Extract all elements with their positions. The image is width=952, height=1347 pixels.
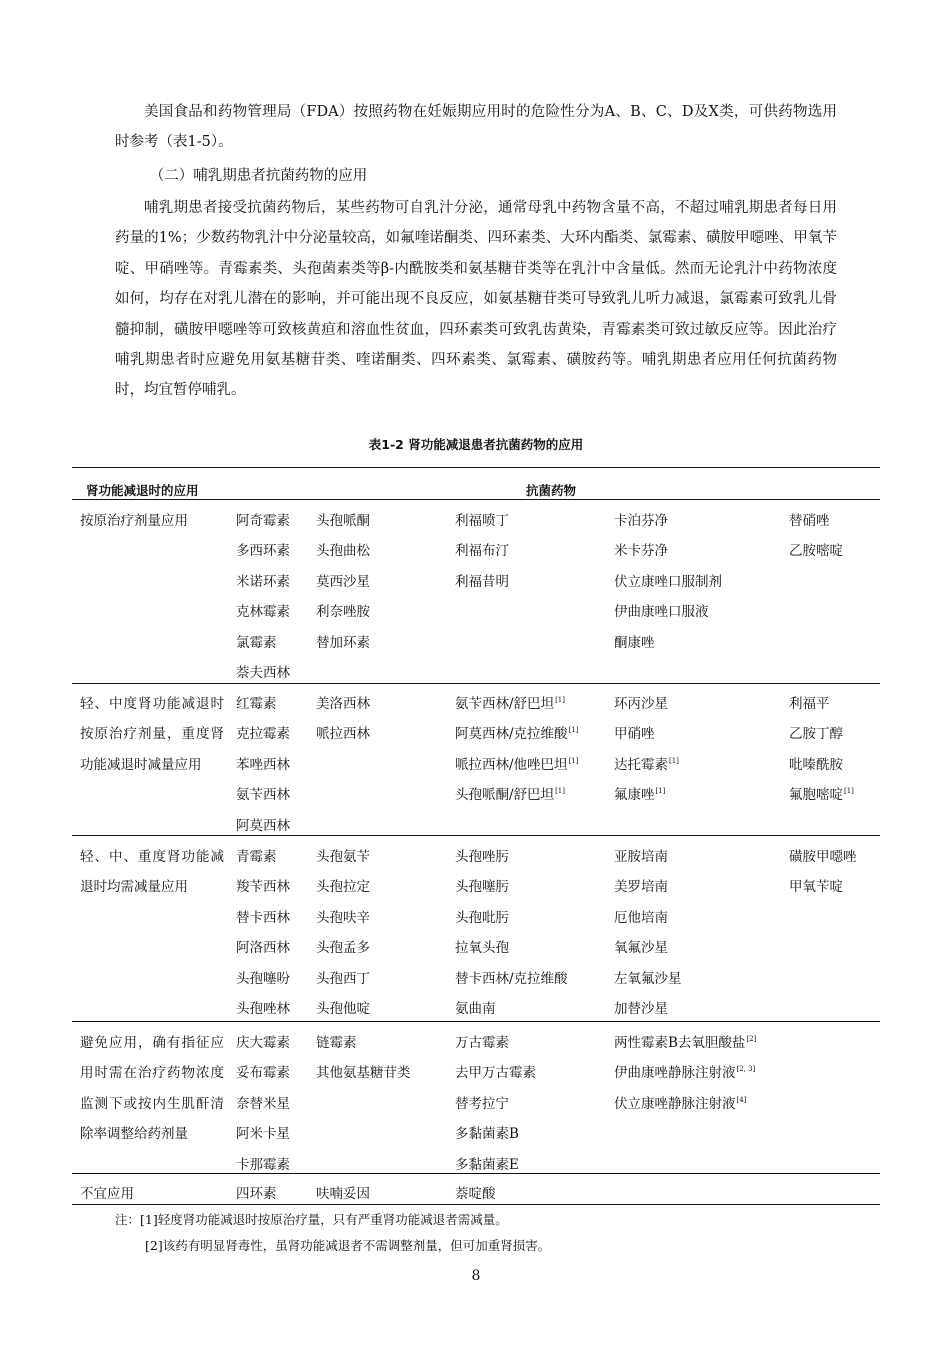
drug-name: 米卡芬净: [614, 543, 668, 560]
drug-name: 克林霉素: [236, 604, 290, 621]
drug-column: [614, 689, 679, 811]
drug-name: 万古霉素: [455, 1035, 509, 1051]
footnote-marker: [2]: [746, 1035, 757, 1043]
drug-name: 呋喃妥因: [316, 1186, 370, 1202]
footnote-marker: [1]: [568, 726, 579, 735]
drug-column: [236, 1028, 290, 1180]
drug-name: 庆大霉素: [236, 1035, 290, 1051]
table-note-1: 注：[1]轻度肾功能减退时按原治疗量，只有严重肾功能减退者需减量。: [115, 1212, 508, 1227]
drug-name: 替硝唑: [789, 513, 830, 529]
footnote-marker: [1]: [555, 696, 565, 704]
drug-name: 伏立康唑静脉注射液: [614, 1095, 736, 1112]
table-note-2: [2]该药有明显肾毒性，虽肾功能减退者不需调整剂量，但可加重肾损害。: [145, 1238, 551, 1253]
drug-name: 萘啶酸: [455, 1186, 496, 1202]
drug-name: 头孢曲松: [316, 543, 370, 560]
section-heading-lactation: （二）哺乳期患者抗菌药物的应用: [149, 168, 368, 184]
table-group-rule: [72, 683, 880, 684]
paragraph-fda: 美国食品和药物管理局（FDA）按照药物在妊娠期应用时的危险性分为A、B、C、D及X类，可供药物选用时参考（表1-5）。: [115, 104, 837, 151]
drug-name: 替加环素: [316, 634, 370, 651]
drug-name: 氟康唑: [614, 787, 655, 804]
drug-name: 其他氨基糖苷类: [316, 1065, 411, 1082]
drug-name: 氨苄西林: [236, 787, 290, 804]
drug-column: [455, 842, 568, 1024]
drug-name: 克拉霉素: [236, 726, 290, 743]
drug-name: 氨苄西林/舒巴坦: [455, 696, 555, 712]
drug-name: 利福昔明: [455, 573, 509, 590]
drug-name: 磺胺甲噁唑: [789, 849, 857, 865]
group-label: 避免应用，确有指征应用时需在治疗药物浓度监测下或按内生肌酐清除率调整给药剂量: [80, 1035, 224, 1143]
drug-column: [789, 506, 843, 567]
footnote-marker: [4]: [736, 1095, 747, 1104]
drug-name: 头孢孟多: [316, 940, 370, 957]
drug-name: 吡嗪酰胺: [789, 756, 843, 773]
drug-name: 拉氧头孢: [455, 940, 509, 957]
drug-name: 头孢哌酮/舒巴坦: [455, 787, 555, 804]
drug-name: 头孢西丁: [316, 970, 370, 987]
drug-name: 酮康唑: [614, 634, 655, 651]
drug-name: 莫西沙星: [316, 573, 370, 590]
table-top-rule: [72, 467, 880, 468]
drug-name: 替卡西林: [236, 909, 290, 926]
drug-name: 氨曲南: [455, 1000, 496, 1017]
drug-name: 两性霉素B去氧胆酸盐: [614, 1035, 746, 1051]
drug-name: 达托霉素: [614, 756, 668, 773]
drug-name: 厄他培南: [614, 909, 668, 926]
drug-name: 伊曲康唑口服液: [614, 604, 709, 621]
drug-name: 阿莫西林: [236, 817, 290, 834]
drug-name: 卡那霉素: [236, 1156, 290, 1173]
drug-column: [789, 842, 857, 903]
drug-name: 头孢唑林: [236, 1000, 290, 1017]
drug-name: 头孢氨苄: [316, 849, 370, 865]
drug-column: [316, 1179, 370, 1209]
drug-column: [316, 1028, 411, 1089]
drug-name: 头孢噻肟: [455, 879, 509, 896]
drug-column: [455, 506, 509, 597]
drug-name: 头孢唑肟: [455, 849, 509, 865]
drug-column: [236, 1179, 277, 1209]
group-label: 轻、中、重度肾功能减退时均需减量应用: [80, 849, 224, 896]
drug-name: 头孢他啶: [316, 1000, 370, 1017]
footnote-marker: [1]: [669, 756, 679, 765]
drug-name: 头孢拉定: [316, 879, 370, 896]
footnote-marker: [1]: [844, 787, 854, 796]
drug-name: 羧苄西林: [236, 879, 290, 896]
drug-column: [789, 689, 854, 811]
drug-name: 阿洛西林: [236, 940, 290, 957]
drug-name: 乙胺嘧啶: [789, 543, 843, 560]
drug-name: 青霉素: [236, 849, 277, 865]
table-header-rule: [72, 499, 880, 500]
drug-column: [614, 506, 722, 658]
drug-name: 氯霉素: [236, 634, 277, 651]
drug-name: 美罗培南: [614, 879, 668, 896]
drug-column: [316, 506, 370, 658]
drug-column: [455, 1028, 536, 1180]
drug-entry: [455, 780, 578, 810]
drug-name: 多黏菌素E: [455, 1156, 519, 1173]
drug-name: 头孢噻吩: [236, 970, 290, 987]
drug-name: 阿米卡星: [236, 1126, 290, 1143]
drug-entry: [455, 719, 578, 749]
drug-name: 四环素: [236, 1186, 277, 1202]
group-label: 轻、中度肾功能减退时按原治疗剂量，重度肾功能减退时减量应用: [80, 696, 224, 773]
drug-name: 替考拉宁: [455, 1095, 509, 1112]
paragraph-lactation: 哺乳期患者接受抗菌药物后，某些药物可自乳汁分泌，通常母乳中药物含量不高，不超过哺乳期患者每日用药量的1%；少数药物乳汁中分泌量较高，如氟喹诺酮类、四环素类、大环内酯类、氯霉素、磺胺甲噁唑、甲氧苄啶、甲硝唑等。青霉素类、头孢菌素类等β-内酰胺类和氨基糖苷类等在乳汁中含量低。然而无论乳汁中药物浓度如何，均存在对乳儿潜在的影响，并可能出现不良反应，如氨基糖苷类可导致乳儿听力减退，氯霉素可致乳儿骨髓抑制，磺胺甲噁唑等可致核黄疸和溶血性贫血，四环素类可致乳齿黄染，青霉素类可致过敏反应等。因此治疗哺乳期患者时应避免用氨基糖苷类、喹诺酮类、四环素类、氯霉素、磺胺药等。哺乳期患者应用任何抗菌药物时，均宜暂停哺乳。: [115, 200, 837, 399]
drug-column: [236, 689, 290, 841]
drug-name: 哌拉西林: [316, 726, 370, 743]
drug-name: 利奈唑胺: [316, 604, 370, 621]
drug-name: 链霉素: [316, 1035, 357, 1051]
drug-name: 妥布霉素: [236, 1065, 290, 1082]
drug-name: 去甲万古霉素: [455, 1065, 536, 1082]
drug-name: 伊曲康唑静脉注射液: [614, 1065, 736, 1082]
drug-name: 利福平: [789, 696, 830, 712]
drug-name: 萘夫西林: [236, 664, 290, 681]
drug-name: 氧氟沙星: [614, 940, 668, 957]
drug-name: 头孢哌酮: [316, 513, 370, 529]
footnote-marker: [1]: [555, 787, 565, 796]
drug-name: 利福喷丁: [455, 513, 509, 529]
page-number: 8: [471, 1268, 481, 1284]
drug-name: 苯唑西林: [236, 756, 290, 773]
drug-name: 甲硝唑: [614, 726, 655, 743]
drug-name: 奈替米星: [236, 1095, 290, 1112]
drug-name: 多黏菌素B: [455, 1126, 519, 1143]
footnote-marker: [1]: [655, 787, 666, 796]
drug-column: [614, 842, 682, 1024]
footnote-marker: [1]: [568, 756, 579, 765]
drug-name: 美洛西林: [316, 696, 370, 712]
drug-name: 哌拉西林/他唑巴坦: [455, 756, 568, 773]
drug-name: 利福布汀: [455, 543, 509, 560]
table-header-drugs: 抗菌药物: [526, 483, 577, 498]
drug-name: 替卡西林/克拉维酸: [455, 970, 568, 987]
drug-name: 环丙沙星: [614, 696, 668, 712]
drug-name: 头孢呋辛: [316, 909, 370, 926]
drug-entry: [614, 780, 679, 810]
group-label: 按原治疗剂量应用: [80, 513, 188, 529]
drug-name: 乙胺丁醇: [789, 726, 843, 743]
drug-name: 伏立康唑口服制剂: [614, 573, 722, 590]
drug-column: [455, 689, 578, 811]
drug-column: [236, 842, 290, 1024]
drug-column: [316, 842, 370, 1024]
drug-name: 多西环素: [236, 543, 290, 560]
drug-entry: [614, 1058, 756, 1088]
drug-column: [455, 1179, 496, 1209]
drug-name: 阿奇霉素: [236, 513, 290, 529]
drug-column: [236, 506, 290, 688]
drug-name: 米诺环素: [236, 573, 290, 590]
drug-name: 阿莫西林/克拉维酸: [455, 726, 568, 743]
drug-entry: [614, 750, 679, 780]
drug-name: 亚胺培南: [614, 849, 668, 865]
drug-entry: [614, 1028, 756, 1058]
table-title: 表1-2 肾功能减退患者抗菌药物的应用: [368, 437, 584, 452]
drug-name: 红霉素: [236, 696, 277, 712]
footnote-marker: [2, 3]: [736, 1065, 756, 1074]
drug-name: 左氧氟沙星: [614, 970, 682, 987]
drug-entry: [614, 1089, 756, 1119]
drug-name: 氟胞嘧啶: [789, 787, 843, 804]
drug-name: 加替沙星: [614, 1000, 668, 1017]
drug-column: [614, 1028, 756, 1119]
table-header-usage: 肾功能减退时的应用: [86, 483, 199, 498]
table-group-rule: [72, 835, 880, 836]
drug-entry: [789, 780, 854, 810]
drug-name: 头孢吡肟: [455, 909, 509, 926]
drug-name: 卡泊芬净: [614, 513, 668, 529]
drug-name: 甲氧苄啶: [789, 879, 843, 896]
group-label: 不宜应用: [80, 1186, 134, 1202]
drug-column: [316, 689, 370, 750]
drug-entry: [455, 689, 578, 719]
drug-entry: [455, 750, 578, 780]
